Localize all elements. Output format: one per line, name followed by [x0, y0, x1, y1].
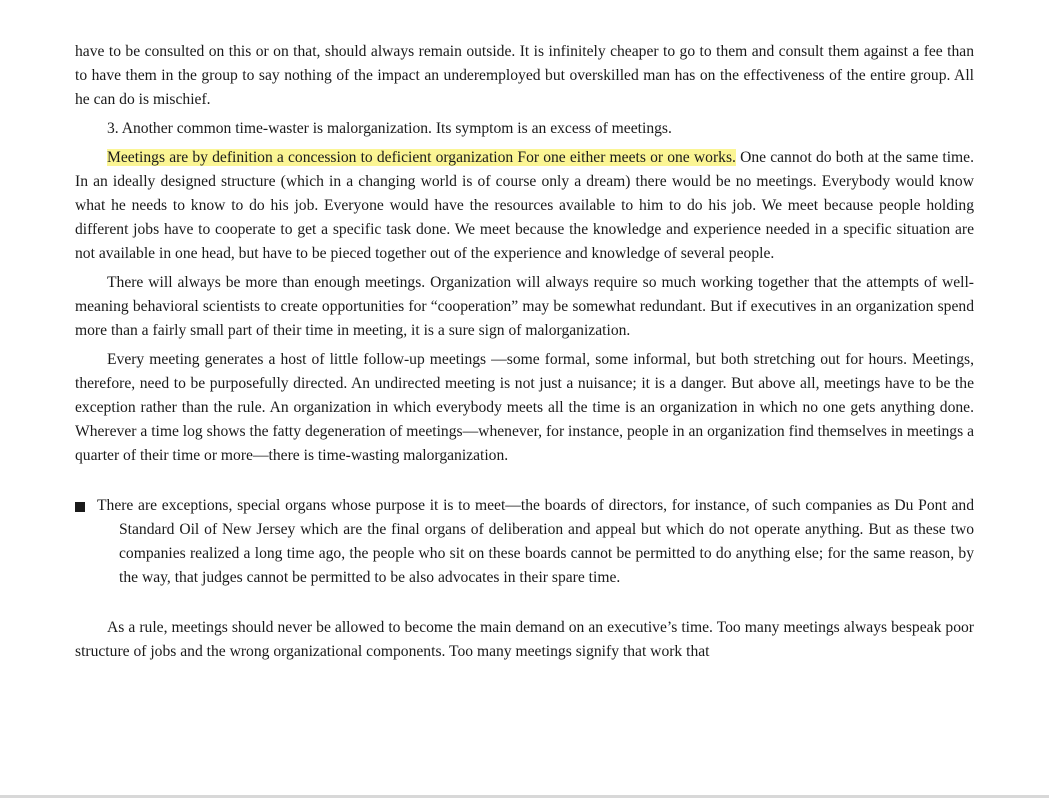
highlighted-sentence[interactable]: Meetings are by definition a concession to deficient organization For one either meets or one works.: [107, 149, 736, 166]
document-page: [75, 40, 974, 669]
square-bullet-icon: [75, 502, 85, 512]
paragraph-enough-meetings: There will always be more than enough meetings. Organization will always require so much working together that the attempts of well-meaning behavioral scientists to create opportunities for “cooperation” may be somewhat redundant. But if executives in an organization spend more than a fairly small part of their time in meeting, it is a sure sign of malorganization.: [75, 274, 974, 339]
paragraph-meetings-definition: [75, 146, 974, 266]
bullet-note: [75, 494, 974, 590]
paragraph-as-a-rule: As a rule, meetings should never be allowed to become the main demand on an executive’s time. Too many meetings always bespeak poor structure of jobs and the wrong organizational components. Too many meetings signify that work that: [75, 619, 974, 660]
paragraph-follow-up-meetings: Every meeting generates a host of little follow-up meetings —some formal, some informal, but both stretching out for hours. Meetings, therefore, need to be purposefully directed. An undirected meeting is not just a nuisance; it is a danger. But above all, meetings have to be the exception rather than the rule. An organization in which everybody meets all the time is an organization in which no one gets anything done. Wherever a time log shows the fatty degeneration of meetings—whenever, for instance, people in an organization find themselves in meetings a quarter of their time or more—there is time-wasting malorganization.: [75, 351, 974, 464]
bullet-note-text: There are exceptions, special organs whose purpose it is to meet—the boards of directors, for instance, of such companies as Du Pont and Standard Oil of New Jersey which are the final organs of deliberation and appeal but which do not operate anything. But as these two companies realized a long time ago, the people who sit on these boards cannot be permitted to do anything else; for the same reason, by the way, that judges cannot be permitted to be also advocates in their spare time.: [97, 497, 974, 586]
paragraph-consultants: have to be consulted on this or on that, should always remain outside. It is infinitely cheaper to go to them and consult them against a fee than to have them in the group to say nothing of the impact an underemployed but overskilled man has on the effectiveness of the entire group. All he can do is mischief.: [75, 43, 974, 108]
paragraph-meetings-definition-rest: One cannot do both at the same time. In an ideally designed structure (which in a changing world is of course only a dream) there would be no meetings. Everybody would know what he needs to know to do his job. Everyone would have the resources available to him to do his job. We meet because people holding different jobs have to cooperate to get a specific task done. We meet because the knowledge and experience needed in a specific situation are not available in one head, but have to be pieced together out of the experience and knowledge of several people.: [75, 149, 975, 262]
paragraph-malorganization: 3. Another common time-waster is malorganization. Its symptom is an excess of meetings.: [107, 120, 672, 137]
